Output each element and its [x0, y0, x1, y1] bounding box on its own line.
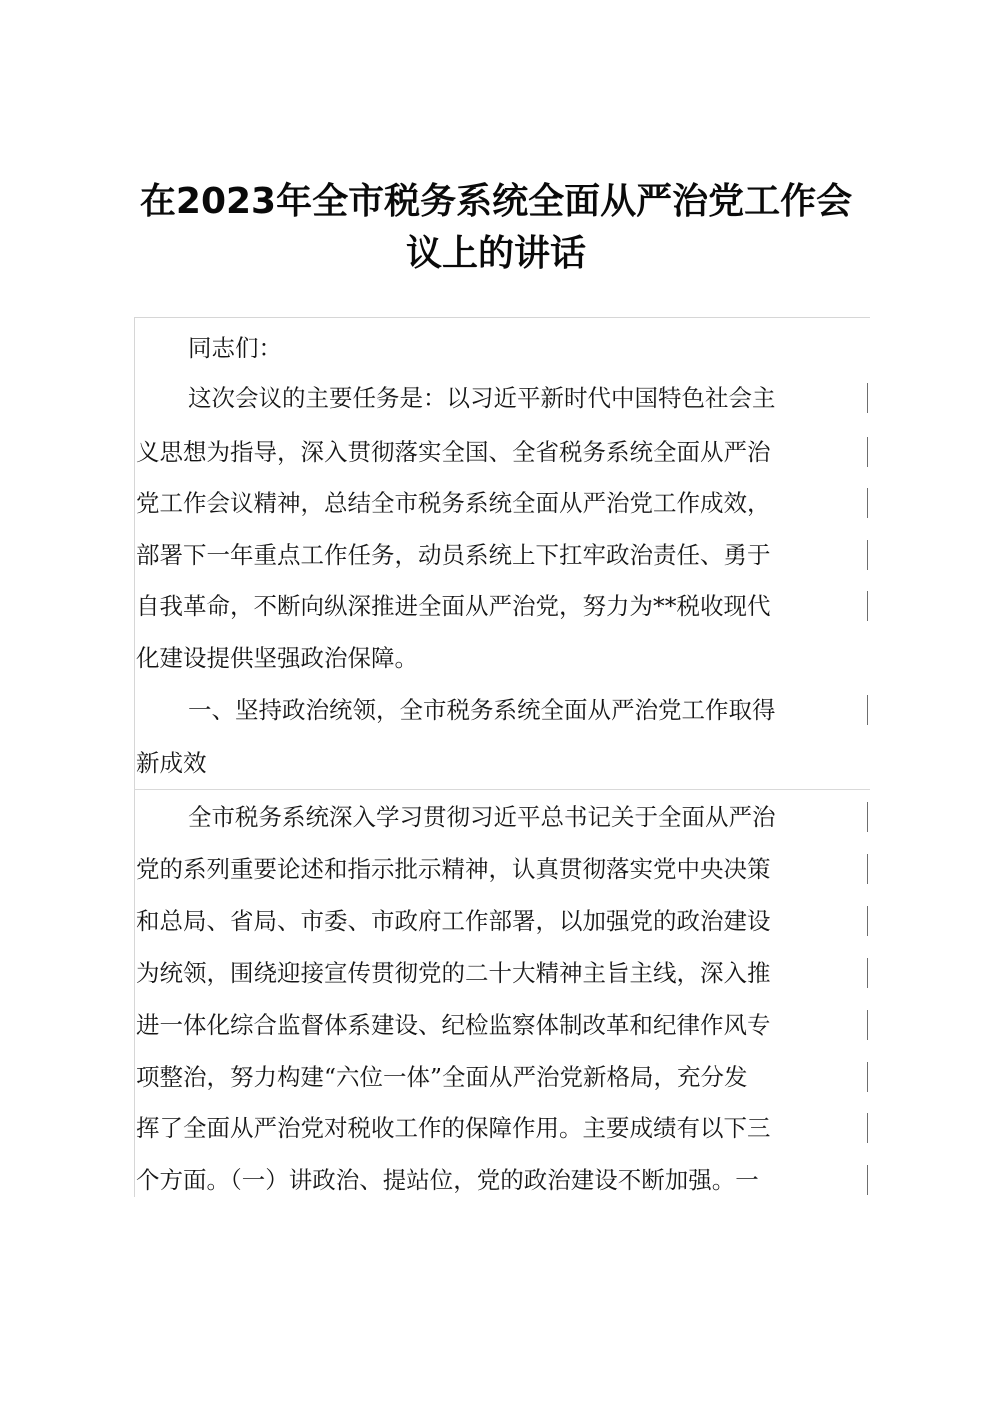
paragraph2-line: 项整治，努力构建“六位一体”全面从严治党新格局，充分发: [136, 1063, 748, 1091]
title-line-2: 议上的讲话: [405, 233, 586, 274]
margin-tick: [867, 591, 868, 621]
margin-tick: [867, 958, 868, 988]
paragraph2-line: 为统领，围绕迎接宣传贯彻党的二十大精神主旨主线，深入推: [136, 959, 771, 987]
paragraph2-line: 党的系列重要论述和指示批示精神，认真贯彻落实党中央决策: [136, 855, 771, 883]
paragraph1-line: 义思想为指导，深入贯彻落实全国、全省税务系统全面从严治: [136, 438, 771, 466]
margin-tick: [867, 695, 868, 725]
margin-tick: [867, 1010, 868, 1040]
margin-tick: [867, 906, 868, 936]
frame-left-border: [134, 317, 135, 1197]
margin-tick: [867, 1062, 868, 1092]
paragraph2-line: 挥了全面从严治党对税收工作的保障作用。主要成绩有以下三: [136, 1114, 771, 1142]
paragraph1-line: 这次会议的主要任务是：以习近平新时代中国特色社会主: [188, 384, 776, 412]
margin-tick: [867, 1165, 868, 1195]
section-separator: [134, 789, 870, 790]
paragraph1-line: 化建设提供坚强政治保障。: [136, 644, 418, 672]
salutation: 同志们：: [188, 334, 282, 362]
margin-tick: [867, 488, 868, 518]
heading1-line: 一、坚持政治统领，全市税务系统全面从严治党工作取得: [188, 696, 776, 724]
margin-tick: [867, 854, 868, 884]
paragraph1-line: 部署下一年重点工作任务，动员系统上下扛牢政治责任、勇于: [136, 541, 771, 569]
margin-tick: [867, 1113, 868, 1143]
heading1-line: 新成效: [136, 749, 207, 777]
document-title: [0, 176, 992, 280]
paragraph2-line: 和总局、省局、市委、市政府工作部署，以加强党的政治建设: [136, 907, 771, 935]
margin-tick: [867, 540, 868, 570]
margin-tick: [867, 802, 868, 832]
paragraph2-line: 全市税务系统深入学习贯彻习近平总书记关于全面从严治: [188, 803, 776, 831]
frame-top-border: [134, 317, 870, 318]
paragraph1-line: 自我革命，不断向纵深推进全面从严治党，努力为**税收现代: [136, 592, 771, 620]
margin-tick: [867, 383, 868, 413]
paragraph2-line: 个方面。（一）讲政治、提站位，党的政治建设不断加强。一: [136, 1166, 759, 1194]
paragraph1-line: 党工作会议精神，总结全市税务系统全面从严治党工作成效，: [136, 489, 771, 517]
margin-tick: [867, 437, 868, 467]
paragraph2-line: 进一体化综合监督体系建设、纪检监察体制改革和纪律作风专: [136, 1011, 771, 1039]
title-line-1: 在2023年全市税务系统全面从严治党工作会: [139, 181, 853, 222]
